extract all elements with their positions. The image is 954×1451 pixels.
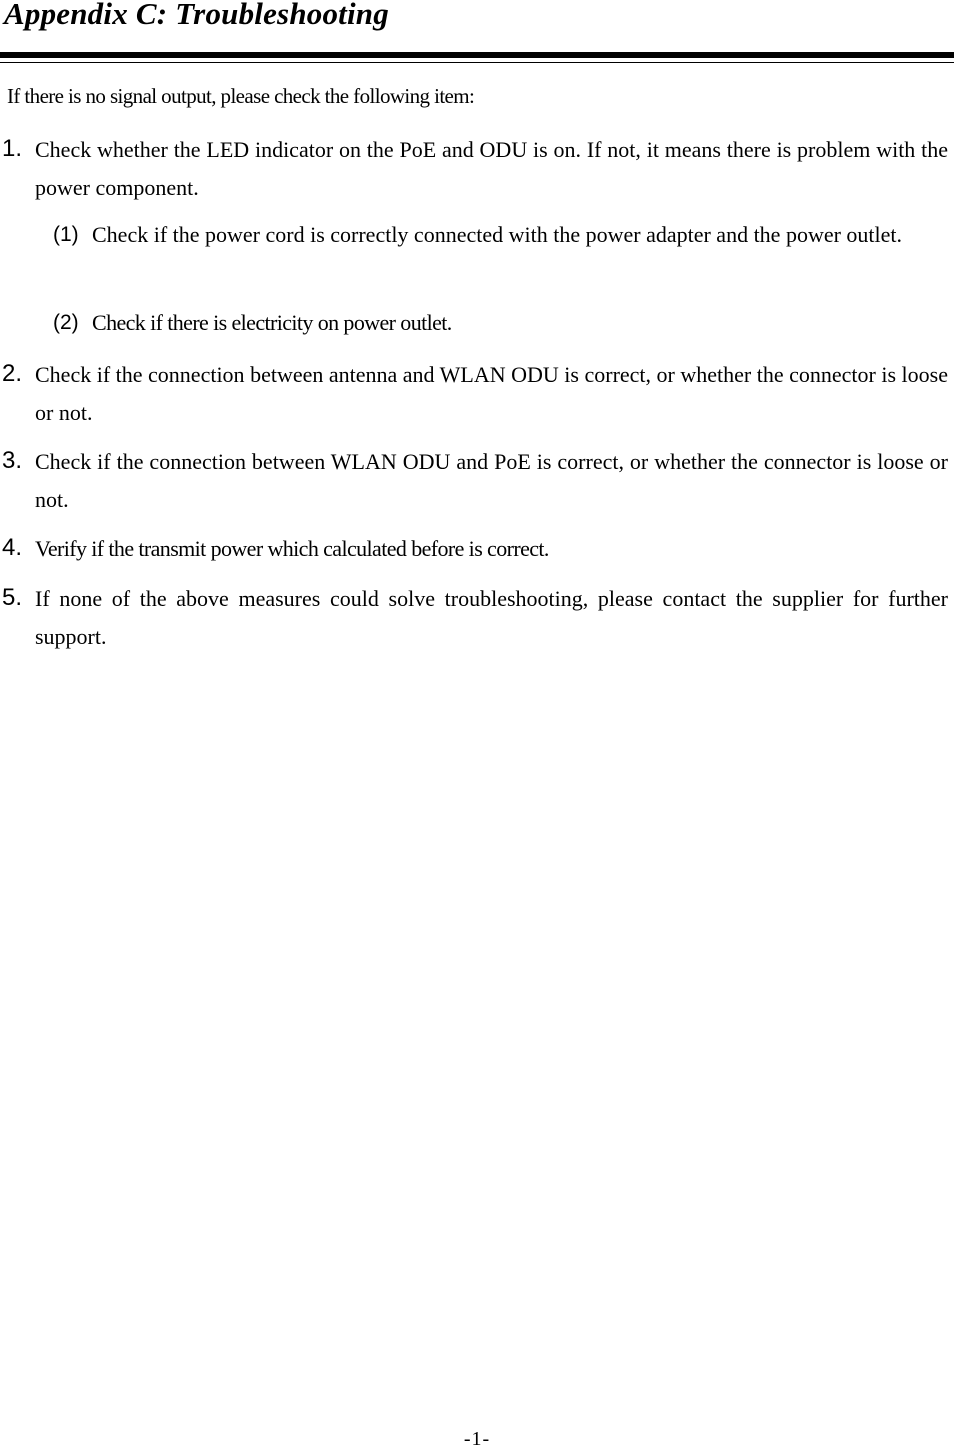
list-item-number: 3. — [2, 447, 23, 474]
sub-item-number: (1) — [53, 223, 79, 246]
list-item-number: 2. — [2, 360, 23, 387]
sub-item-number: (2) — [53, 311, 79, 334]
list-item-text: Check whether the LED indicator on the PoE and ODU is on. If not, it means there is problem with the power component. — [35, 137, 948, 200]
title-rule-thin — [0, 62, 954, 63]
title-rule-thick — [0, 52, 954, 58]
list-item-text: If none of the above measures could solve troubleshooting, please contact the supplier for further support. — [35, 586, 948, 649]
list-item-number: 5. — [2, 584, 23, 611]
page-title: Appendix C: Troubleshooting — [4, 0, 389, 31]
sub-item-text: Check if there is electricity on power outlet. — [92, 310, 452, 335]
list-item-text: Check if the connection between WLAN ODU and PoE is correct, or whether the connector is loose or not. — [35, 449, 948, 512]
page-number: -1- — [463, 1428, 491, 1450]
list-item-number: 1. — [2, 135, 23, 162]
list-item-number: 4. — [2, 534, 23, 561]
list-item-text: Verify if the transmit power which calculated before is correct. — [35, 536, 549, 561]
sub-item-text: Check if the power cord is correctly connected with the power adapter and the power outlet. — [92, 222, 903, 247]
list-item-text: Check if the connection between antenna and WLAN ODU is correct, or whether the connector is loose or not. — [35, 362, 948, 425]
intro-text: If there is no signal output, please check the following item: — [7, 84, 475, 108]
